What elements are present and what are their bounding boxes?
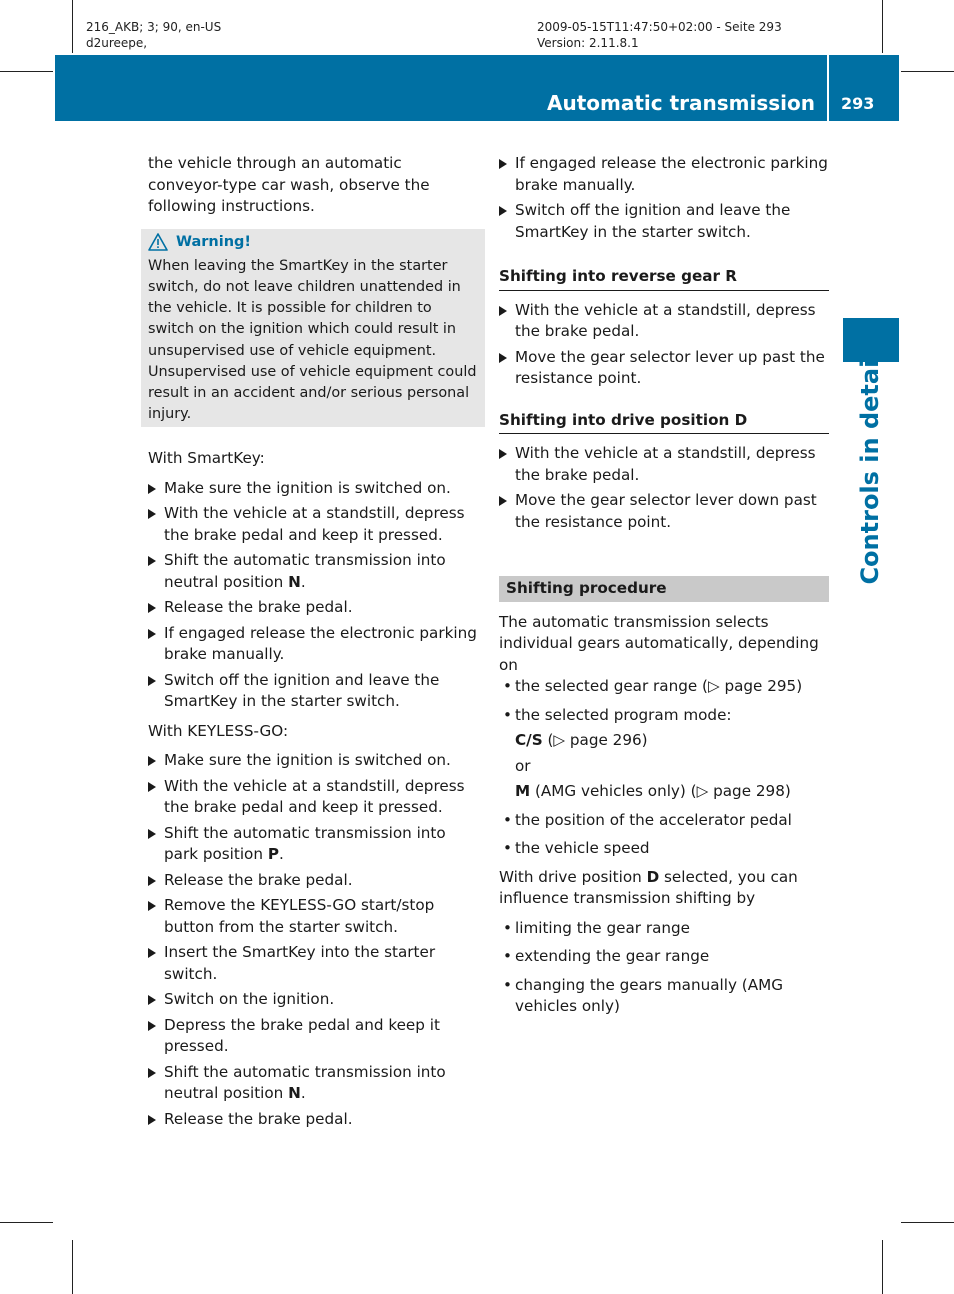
side-tab-label-text: Controls in detail — [856, 351, 884, 585]
header-bar — [55, 55, 899, 121]
meta-right-line1: 2009-05-15T11:47:50+02:00 - Seite 293 — [537, 20, 782, 34]
list-item: With the vehicle at a standstill, depress the brake pedal and keep it pressed. — [148, 503, 478, 546]
right-column — [499, 153, 829, 1025]
list-item: Move the gear selector lever down past the resistance point. — [499, 490, 829, 533]
arrow-right-icon — [148, 948, 156, 958]
warning-title: Warning! — [176, 233, 252, 250]
arrow-right-icon — [499, 496, 507, 506]
procedure-intro: The automatic transmission selects individual gears automatically, depending on — [499, 612, 819, 674]
section-heading-drive: Shifting into drive position D — [499, 410, 829, 435]
print-meta-left — [86, 19, 221, 51]
crop-mark — [0, 71, 53, 72]
list-item: • limiting the gear range — [503, 918, 690, 937]
list-item: Make sure the ignition is switched on. — [148, 750, 478, 772]
warning-triangle-icon — [148, 233, 168, 251]
crop-mark — [882, 1240, 883, 1294]
warning-box — [141, 229, 485, 428]
list-item: Move the gear selector lever up past the resistance point. — [499, 347, 829, 390]
meta-left-line1: 216_AKB; 3; 90, en-US — [86, 20, 222, 34]
list-item: Insert the SmartKey into the starter switch. — [148, 942, 478, 985]
arrow-right-icon — [148, 676, 156, 686]
list-item: Remove the KEYLESS-GO start/stop button from the starter switch. — [148, 895, 478, 938]
arrow-right-icon — [148, 756, 156, 766]
list-item: Switch off the ignition and leave the SmartKey in the starter switch. — [499, 200, 829, 243]
arrow-right-icon — [148, 901, 156, 911]
sub-item-m: M (AMG vehicles only) (▷ page 298) — [515, 782, 791, 800]
crop-mark — [72, 1240, 73, 1294]
list-item: If engaged release the electronic parking brake manually. — [499, 153, 829, 196]
arrow-right-icon — [148, 603, 156, 613]
arrow-right-icon — [148, 782, 156, 792]
list-item: With the vehicle at a standstill, depress the brake pedal. — [499, 300, 829, 343]
list-item: Release the brake pedal. — [148, 597, 478, 619]
list-item: Switch on the ignition. — [148, 989, 478, 1011]
list-item: Release the brake pedal. — [148, 870, 478, 892]
section-heading-procedure: Shifting procedure — [499, 576, 829, 602]
arrow-right-icon — [148, 556, 156, 566]
arrow-right-icon — [148, 1021, 156, 1031]
chapter-title: Automatic transmission — [547, 91, 815, 115]
header-divider — [827, 55, 829, 121]
list-item: • the selected program mode: — [503, 705, 732, 724]
arrow-right-icon — [148, 829, 156, 839]
crop-mark — [882, 0, 883, 53]
list-item: Release the brake pedal. — [148, 1109, 478, 1131]
arrow-right-icon — [148, 509, 156, 519]
list-item: If engaged release the electronic parking brake manually. — [148, 623, 478, 666]
arrow-right-icon — [148, 1115, 156, 1125]
list-item: • the position of the accelerator pedal — [503, 810, 792, 829]
page-number: 293 — [841, 94, 875, 113]
arrow-right-icon — [499, 449, 507, 459]
list-item: With the vehicle at a standstill, depress the brake pedal. — [499, 443, 829, 486]
print-meta-right — [537, 19, 782, 51]
list-item: • the vehicle speed — [503, 839, 650, 857]
list-item: Shift the automatic transmission into neutral position N. — [148, 550, 478, 593]
list-item: Depress the brake pedal and keep it pressed. — [148, 1015, 478, 1058]
meta-right-line2: Version: 2.11.8.1 — [537, 36, 639, 50]
arrow-right-icon — [148, 1068, 156, 1078]
arrow-right-icon — [148, 995, 156, 1005]
sub-item-or: or — [515, 756, 531, 775]
list-item: Shift the automatic transmission into neutral position N. — [148, 1062, 478, 1105]
intro-text: the vehicle through an automatic conveyor-type car wash, observe the following instructions. — [148, 154, 430, 215]
list-item: • changing the gears manually (AMG vehicles only) — [503, 975, 783, 1015]
arrow-right-icon — [148, 484, 156, 494]
left-column — [148, 153, 478, 1134]
arrow-right-icon — [499, 206, 507, 216]
section-heading-reverse: Shifting into reverse gear R — [499, 266, 829, 291]
list-item: Shift the automatic transmission into park position P. — [148, 823, 478, 866]
list-item: • the selected gear range (▷ page 295) — [503, 677, 803, 695]
list-item: Make sure the ignition is switched on. — [148, 478, 478, 500]
sub-item-cs: C/S (▷ page 296) — [515, 731, 648, 749]
crop-mark — [901, 71, 954, 72]
arrow-right-icon — [148, 629, 156, 639]
list-item: • extending the gear range — [503, 947, 710, 965]
keyless-label: With KEYLESS-GO: — [148, 721, 289, 740]
list-item: With the vehicle at a standstill, depress the brake pedal and keep it pressed. — [148, 776, 478, 819]
arrow-right-icon — [499, 159, 507, 169]
crop-mark — [72, 0, 73, 53]
drive-intro: With drive position D selected, you can influence transmission shifting by — [499, 867, 798, 907]
crop-mark — [901, 1222, 954, 1223]
warning-text: When leaving the SmartKey in the starter switch, do not leave children unattended in the vehicle. It is possible for children to switch on the ignition which could result in unsupervised use of vehicle equipment. Unsupervised use of vehicle equipment could result in an accident and/or serious personal injury. — [148, 257, 477, 423]
arrow-right-icon — [499, 353, 507, 363]
list-item: Switch off the ignition and leave the SmartKey in the starter switch. — [148, 670, 478, 713]
arrow-right-icon — [499, 306, 507, 316]
smartkey-label: With SmartKey: — [148, 449, 265, 468]
crop-mark — [0, 1222, 53, 1223]
arrow-right-icon — [148, 876, 156, 886]
warning-header — [148, 232, 478, 253]
meta-left-line2: d2ureepe, — [86, 36, 148, 50]
